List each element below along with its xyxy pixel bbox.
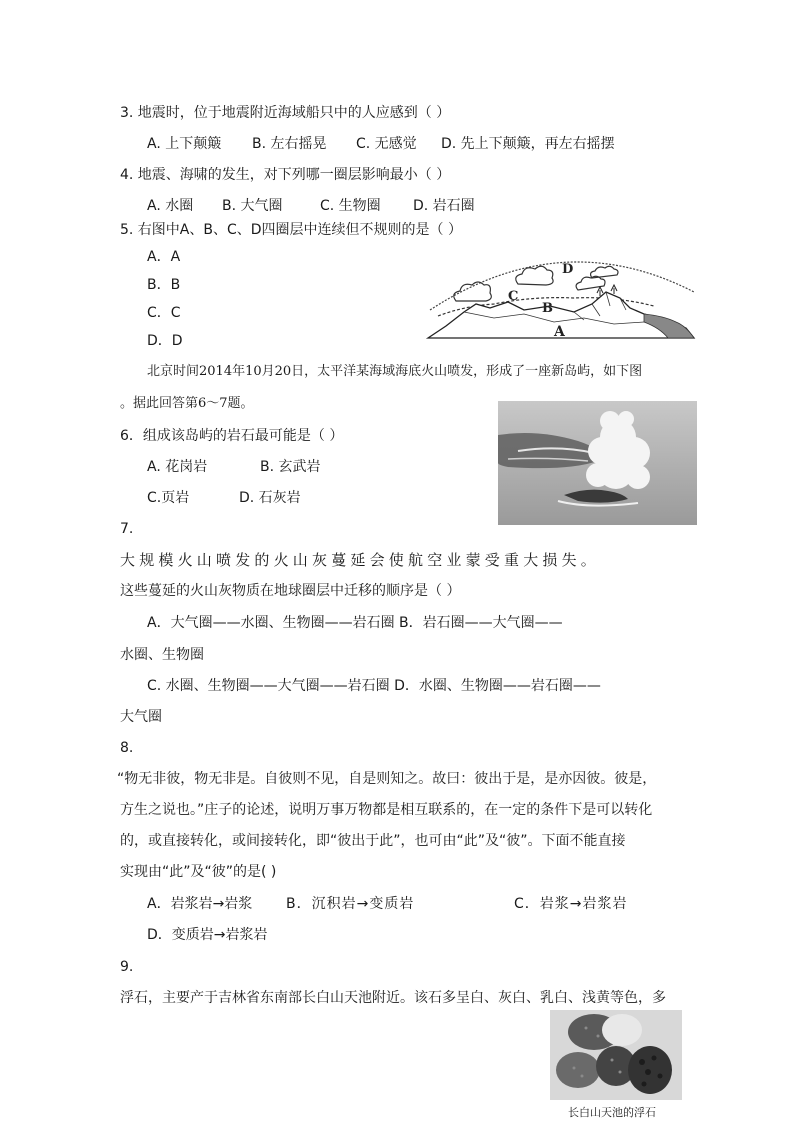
q5-option-c: C．C — [147, 305, 181, 321]
label-d: D — [562, 262, 574, 277]
q5-stem: 5. 右图中A、B、C、D四圈层中连续但不规则的是（ ） — [120, 222, 462, 238]
label-b: B — [542, 301, 553, 316]
q3-stem: 3. 地震时，位于地震附近海域船只中的人应感到（ ） — [120, 105, 451, 121]
q3-option-d: D. 先上下颠簸，再左右摇摆 — [441, 136, 615, 152]
pumice-photo — [550, 1010, 682, 1100]
q6-stem: 6．组成该岛屿的岩石最可能是（ ） — [120, 428, 344, 444]
q7-line-1: 大规模火山喷发的火山灰蔓延会使航空业蒙受重大损失。 — [120, 551, 601, 569]
label-a: A — [554, 324, 565, 340]
q6-option-b: B. 玄武岩 — [260, 459, 321, 475]
q8-option-c: C．岩浆→岩浆岩 — [514, 896, 628, 912]
q5-option-a: A．A — [147, 249, 181, 265]
q9-number: 9. — [120, 959, 134, 975]
q8-option-d: D．变质岩→岩浆岩 — [147, 927, 268, 943]
q7-options-line-3: C. 水圈、生物圈——大气圈——岩石圈 D．水圈、生物圈——岩石圈—— — [147, 678, 601, 694]
q4-option-d: D. 岩石圈 — [413, 198, 475, 214]
q3-option-c: C. 无感觉 — [356, 136, 417, 152]
q6-option-c: C.页岩 — [147, 490, 190, 506]
q6-option-a: A. 花岗岩 — [147, 459, 208, 475]
q8-option-a: A．岩浆岩→岩浆 — [147, 896, 253, 912]
q8-option-b: B．沉积岩→变质岩 — [286, 896, 415, 912]
q9-line-1: 浮石，主要产于吉林省东南部长白山天池附近。该石多呈白、灰白、乳白、浅黄等色，多 — [120, 990, 666, 1006]
intro-line-1: 北京时间2014年10月20日，太平洋某海域海底火山喷发，形成了一座新岛屿，如下图 — [147, 364, 643, 379]
label-c: C — [508, 289, 519, 304]
q5-option-b: B．B — [147, 277, 181, 293]
q7-options-line-1: A．大气圈——水圈、生物圈——岩石圈 B．岩石圈——大气圈—— — [147, 615, 563, 631]
q8-line-2: 方生之说也。”庄子的论述，说明万事万物都是相互联系的，在一定的条件下是可以转化 — [120, 802, 653, 818]
q4-option-a: A. 水圈 — [147, 198, 194, 214]
q8-line-1: “物无非彼，物无非是。自彼则不见，自是则知之。故曰：彼出于是，是亦因彼。彼是， — [117, 771, 657, 787]
q5-option-d: D．D — [147, 333, 183, 349]
q8-line-3: 的，或直接转化，或间接转化，即“彼出于此”，也可由“此”及“彼”。下面不能直接 — [120, 833, 626, 849]
q3-option-b: B. 左右摇晃 — [252, 136, 327, 152]
q7-options-line-4: 大气圈 — [120, 709, 162, 725]
q7-options-line-2: 水圈、生物圈 — [120, 647, 204, 663]
q3-option-a: A. 上下颠簸 — [147, 136, 222, 152]
q4-option-b: B. 大气圈 — [222, 198, 283, 214]
q8-number: 8. — [120, 740, 134, 756]
q7-line-2: 这些蔓延的火山灰物质在地球圈层中迁移的顺序是（ ） — [120, 583, 461, 599]
intro-line-2: 。据此回答第6～7题。 — [120, 396, 254, 411]
pumice-caption: 长白山天池的浮石 — [568, 1106, 656, 1119]
q6-option-d: D. 石灰岩 — [239, 490, 301, 506]
earth-spheres-diagram — [424, 246, 700, 342]
q4-stem: 4. 地震、海啸的发生，对下列哪一圈层影响最小（ ） — [120, 167, 451, 183]
q7-number: 7. — [120, 521, 134, 537]
q4-option-c: C. 生物圈 — [320, 198, 381, 214]
q8-line-4: 实现由“此”及“彼”的是( ) — [120, 864, 277, 880]
volcanic-island-photo — [498, 401, 697, 525]
